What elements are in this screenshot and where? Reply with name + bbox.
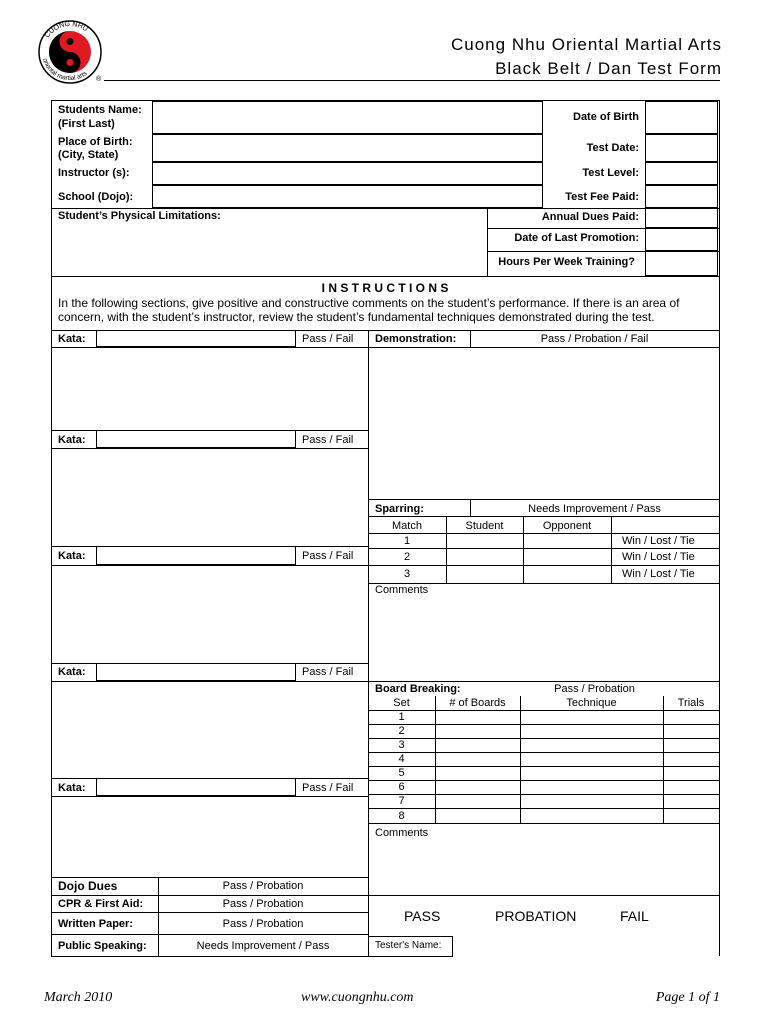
- tester-name-label: Tester's Name:: [375, 940, 442, 951]
- board-set-number: 3: [398, 739, 405, 751]
- public-speaking-result[interactable]: Needs Improvement / Pass: [196, 940, 330, 952]
- kata-5-result[interactable]: Pass / Fail: [302, 782, 354, 794]
- board-set-number: 5: [398, 767, 405, 779]
- kata-2-comments[interactable]: [52, 449, 368, 546]
- board-col-set: Set: [393, 697, 410, 709]
- board-set-number: 1: [398, 711, 405, 723]
- result-probation[interactable]: PROBATION: [495, 908, 577, 924]
- kata-5-name-field[interactable]: [96, 778, 296, 796]
- instructor-field[interactable]: [152, 162, 543, 185]
- board-set-number: 6: [398, 781, 405, 793]
- board-breaking-result[interactable]: Pass / Probation: [554, 683, 635, 695]
- hours-per-week-field[interactable]: [645, 251, 718, 276]
- sparring-col-match: Match: [392, 520, 422, 532]
- written-paper-result[interactable]: Pass / Probation: [222, 918, 304, 930]
- kata-3-name-field[interactable]: [96, 546, 296, 565]
- written-paper-label: Written Paper:: [58, 918, 133, 930]
- demonstration-comments[interactable]: [369, 348, 719, 498]
- students-name-field[interactable]: [152, 101, 543, 134]
- sparring-outcome[interactable]: Win / Lost / Tie: [622, 551, 695, 563]
- place-of-birth-field[interactable]: [152, 134, 543, 162]
- instructions-heading: I N S T R U C T I O N S: [321, 281, 449, 295]
- header-rule: [104, 80, 720, 81]
- board-set-number: 7: [398, 795, 405, 807]
- kata-3-comments[interactable]: [52, 566, 368, 663]
- school-field[interactable]: [152, 185, 543, 208]
- sparring-label: Sparring:: [375, 503, 424, 515]
- kata-2-label: Kata:: [58, 434, 86, 446]
- title-line2: Black Belt / Dan Test Form: [495, 59, 722, 78]
- board-breaking-label: Board Breaking:: [375, 683, 461, 695]
- kata-3-label: Kata:: [58, 550, 86, 562]
- kata-1-label: Kata:: [58, 333, 86, 345]
- board-col-boards: # of Boards: [449, 697, 506, 709]
- kata-3-result[interactable]: Pass / Fail: [302, 550, 354, 562]
- svg-text:oriental martial arts: oriental martial arts: [40, 57, 89, 83]
- test-level-label: Test Level:: [582, 167, 639, 179]
- instructions-body: In the following sections, give positive and constructive comments on the student’s performance. If there is an area of concern, with the student’s instructor, review the student’s fundamental techniques demonstrated during the test.: [58, 296, 680, 324]
- last-promotion-label: Date of Last Promotion:: [514, 232, 639, 244]
- sparring-match-number: 1: [403, 535, 411, 547]
- kata-4-label: Kata:: [58, 666, 86, 678]
- board-comments-label: Comments: [375, 827, 429, 839]
- result-pass[interactable]: PASS: [404, 908, 441, 924]
- instructor-label: Instructor (s):: [58, 167, 130, 179]
- kata-1-comments[interactable]: [52, 348, 368, 430]
- kata-4-comments[interactable]: [52, 682, 368, 778]
- public-speaking-label: Public Speaking:: [58, 940, 147, 952]
- kata-1-name-field[interactable]: [96, 330, 296, 347]
- board-col-trials: Trials: [677, 697, 705, 709]
- kata-5-label: Kata:: [58, 782, 86, 794]
- sparring-comments-label: Comments: [375, 584, 429, 596]
- tester-name-field[interactable]: [452, 936, 719, 957]
- test-fee-field[interactable]: [645, 185, 718, 208]
- sparring-comments-area[interactable]: [369, 598, 719, 680]
- demonstration-result[interactable]: Pass / Probation / Fail: [540, 333, 649, 345]
- hours-per-week-label: Hours Per Week Training?: [498, 256, 635, 268]
- school-label: School (Dojo):: [58, 191, 134, 203]
- city-state-label: (City, State): [58, 149, 119, 161]
- svg-text:CUONG NHU: CUONG NHU: [43, 20, 89, 40]
- students-name-label: Students Name:: [58, 104, 142, 116]
- kata-4-name-field[interactable]: [96, 663, 296, 681]
- annual-dues-field[interactable]: [645, 208, 718, 228]
- registered-mark: ®: [96, 76, 102, 83]
- test-date-field[interactable]: [645, 134, 718, 162]
- test-fee-label: Test Fee Paid:: [565, 191, 639, 203]
- date-of-birth-field[interactable]: [645, 101, 718, 134]
- sparring-match-number: 3: [403, 568, 411, 580]
- board-set-number: 8: [398, 810, 405, 822]
- dojo-dues-result[interactable]: Pass / Probation: [222, 880, 304, 892]
- board-set-number: 4: [398, 753, 405, 765]
- test-level-field[interactable]: [645, 162, 718, 185]
- place-of-birth-label: Place of Birth:: [58, 136, 133, 148]
- test-date-label: Test Date:: [586, 142, 639, 154]
- dojo-dues-label: Dojo Dues: [58, 879, 118, 893]
- sparring-result[interactable]: Needs Improvement / Pass: [528, 503, 661, 515]
- kata-1-result[interactable]: Pass / Fail: [302, 333, 354, 345]
- board-set-number: 2: [398, 725, 405, 737]
- board-col-technique: Technique: [566, 697, 617, 709]
- kata-2-result[interactable]: Pass / Fail: [302, 434, 354, 446]
- kata-2-name-field[interactable]: [96, 430, 296, 448]
- footer-url[interactable]: www.cuongnhu.com: [301, 990, 414, 1005]
- kata-5-comments[interactable]: [52, 797, 368, 877]
- cpr-result[interactable]: Pass / Probation: [222, 898, 304, 910]
- last-promotion-field[interactable]: [645, 228, 718, 251]
- board-comments-area[interactable]: [369, 841, 719, 894]
- demonstration-label: Demonstration:: [375, 333, 457, 345]
- kata-4-result[interactable]: Pass / Fail: [302, 666, 354, 678]
- footer-page: Page 1 of 1: [655, 990, 720, 1005]
- sparring-col-opponent: Opponent: [542, 520, 592, 532]
- title-line1: Cuong Nhu Oriental Martial Arts: [451, 35, 722, 54]
- sparring-outcome[interactable]: Win / Lost / Tie: [622, 535, 695, 547]
- sparring-outcome[interactable]: Win / Lost / Tie: [622, 568, 695, 580]
- result-fail[interactable]: FAIL: [620, 908, 649, 924]
- annual-dues-label: Annual Dues Paid:: [541, 211, 639, 223]
- limitations-label: Student’s Physical Limitations:: [58, 210, 221, 222]
- sparring-col-student: Student: [465, 520, 504, 532]
- footer-date: March 2010: [44, 990, 113, 1005]
- date-of-birth-label: Date of Birth: [573, 111, 639, 123]
- first-last-label: (First Last): [58, 118, 115, 130]
- cpr-label: CPR & First Aid:: [58, 898, 144, 910]
- sparring-match-number: 2: [403, 551, 411, 563]
